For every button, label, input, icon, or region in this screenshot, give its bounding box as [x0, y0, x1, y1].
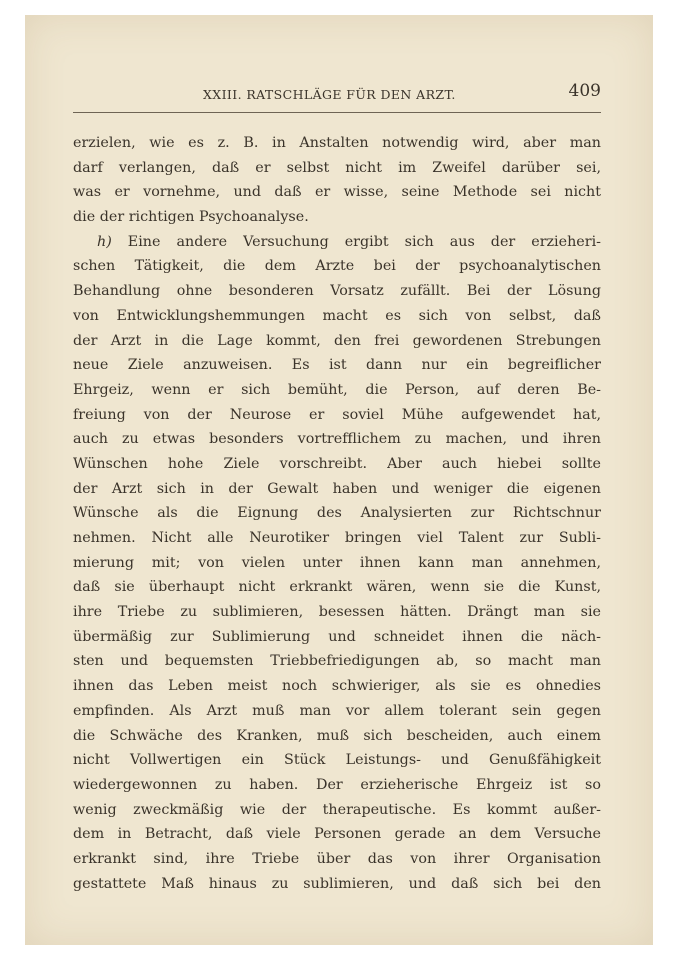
header-rule — [73, 112, 601, 113]
text-line: wenig zweckmäßig wie der therapeutische. Es kommt außer- — [73, 801, 601, 818]
text-line: sten und bequemsten Triebbefriedigungen ab, so macht man — [73, 653, 601, 670]
text-line: gestattete Maß hinaus zu sublimieren, und daß sich bei den — [73, 875, 601, 892]
text-line: auch zu etwas besonders vortrefflichem zu machen, und ihren — [73, 431, 601, 448]
text-line: darf verlangen, daß er selbst nicht im Zweifel darüber sei, — [73, 159, 601, 176]
text-line: von Entwicklungshemmungen macht es sich von selbst, daß — [73, 307, 601, 324]
scanned-page — [25, 15, 653, 945]
text-line: schen Tätigkeit, die dem Arzte bei der psychoanalytischen — [73, 258, 601, 275]
text-line: die Schwäche des Kranken, muß sich bescheiden, auch einem — [73, 727, 601, 744]
text-line: Behandlung ohne besonderen Vorsatz zufällt. Bei der Lösung — [73, 283, 601, 300]
text-line: ihnen das Leben meist noch schwieriger, als sie es ohnedies — [73, 678, 601, 695]
text-line: empfinden. Als Arzt muß man vor allem tolerant sein gegen — [73, 702, 601, 719]
text-line: der Arzt sich in der Gewalt haben und weniger die eigenen — [73, 480, 601, 497]
text-line: erkrankt sind, ihre Triebe über das von ihrer Organisation — [73, 850, 601, 867]
text-line-content: Eine andere Versuchung ergibt sich aus der erzieheri- — [127, 233, 601, 250]
running-head-title: XXIII. RATSCHLÄGE FÜR DEN ARZT. — [203, 87, 456, 102]
text-line: mierung mit; von vielen unter ihnen kann man annehmen, — [73, 554, 601, 571]
text-line: Wünschen hohe Ziele vorschreibt. Aber auch hiebei sollte — [73, 455, 601, 472]
text-line: die der richtigen Psychoanalyse. — [73, 209, 309, 226]
body-text — [73, 131, 601, 896]
text-line: Wünsche als die Eignung des Analysierten zur Richtschnur — [73, 505, 601, 522]
page-number: 409 — [568, 81, 601, 101]
book-page — [25, 15, 653, 945]
text-line: dem in Betracht, daß viele Personen gerade an dem Versuche — [73, 826, 601, 843]
text-line: erzielen, wie es z. B. in Anstalten notwendig wird, aber man — [73, 135, 601, 151]
text-line: freiung von der Neurose er soviel Mühe aufgewendet hat, — [73, 406, 601, 423]
text-line: daß sie überhaupt nicht erkrankt wären, wenn sie die Kunst, — [73, 579, 601, 596]
text-line: nehmen. Nicht alle Neurotiker bringen viel Talent zur Subli- — [73, 530, 601, 546]
text-line: der Arzt in die Lage kommt, den frei gewordenen Strebungen — [73, 332, 601, 349]
text-line: was er vornehme, und daß er wisse, seine Methode sei nicht — [73, 184, 601, 201]
text-line: nicht Vollwertigen ein Stück Leistungs- und Genußfähigkeit — [73, 752, 601, 769]
text-line: übermäßig zur Sublimierung und schneidet ihnen die näch- — [73, 628, 601, 645]
text-line: Ehrgeiz, wenn er sich bemüht, die Person, auf deren Be- — [73, 381, 601, 398]
text-line — [73, 230, 601, 255]
running-head — [73, 81, 601, 107]
text-line: ihre Triebe zu sublimieren, besessen hätten. Drängt man sie — [73, 604, 601, 621]
text-line: wiedergewonnen zu haben. Der erzieherische Ehrgeiz ist so — [73, 776, 601, 793]
section-marker: h) — [97, 233, 112, 250]
text-line: neue Ziele anzuweisen. Es ist dann nur ein begreiflicher — [73, 357, 601, 374]
